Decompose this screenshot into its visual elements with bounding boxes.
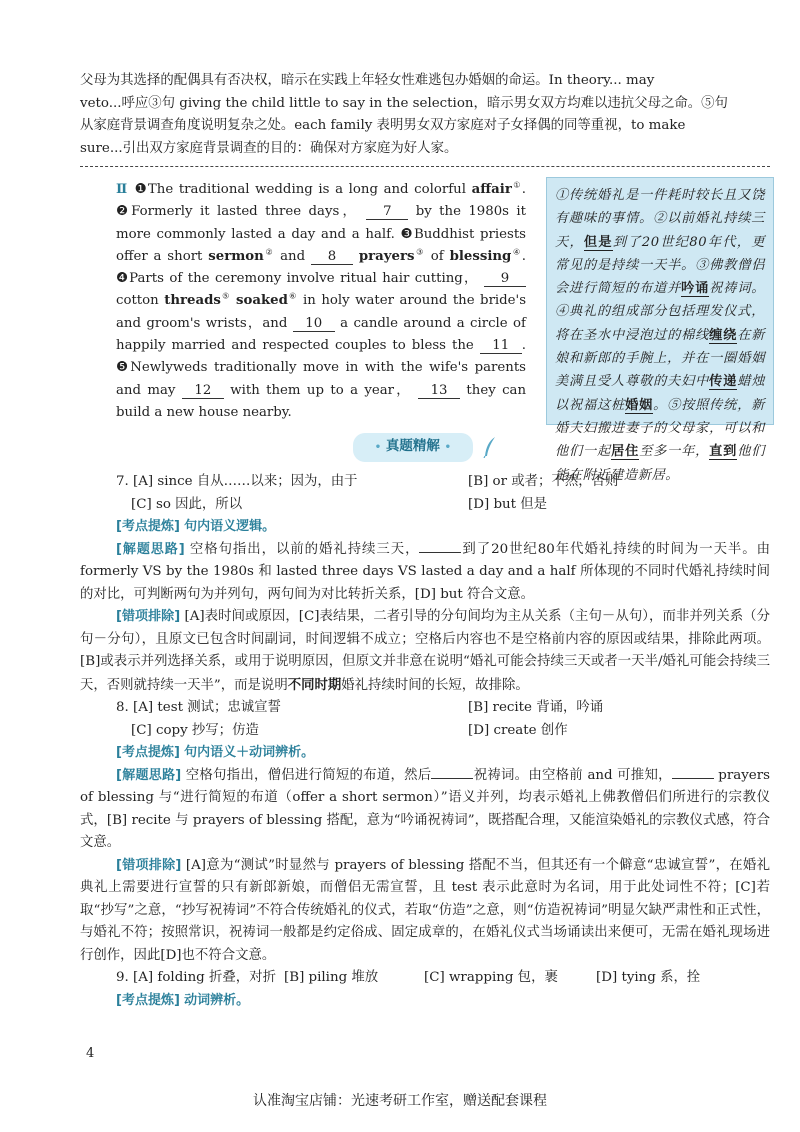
option-row — [80, 697, 770, 720]
translation-text: 在新娘和新郎的手腕上，并在一圈婚姻美满且受人尊敬的夫妇中 — [555, 327, 765, 390]
option-c: [C] wrapping 包，裹 — [424, 970, 558, 985]
passage-text: The traditional wedding is a long and colorful — [147, 182, 466, 197]
translation-text: 到了20世纪80年代，更常见的是持续一天半。③佛教僧侣会进行简短的布道并 — [555, 234, 766, 297]
paragraph-text: 空格句指出，以前的婚礼持续三天， — [189, 541, 420, 557]
passage-text: of — [430, 248, 444, 264]
paragraph-text: [A]意为“测试”时显然与 prayers of blessing 搭配不当，但其还有一个僻意“忠诚宣誓”，在婚礼典礼上需要进行宣誓的只有新郎新娘，而僧侣无需宣誓，且 test 表示此意时为名词，用于此处词性不符；[C]若取“抄写”之意，“抄写祝祷词”不符合传统婚礼的仪式，若取“仿造”之意，则“仿造祝祷词”明显欠缺严肃性和正式性，与婚礼不符；按照常识，祝祷词一般都是约定俗成、固定成章的，在婚礼仪式当场诵读出来便可，无需在婚礼现场进行创作，因此[D]也不符合文意。 — [80, 857, 770, 963]
sentence-marker: ❶ — [134, 182, 148, 197]
footer-watermark: 认准淘宝店铺：光速考研工作室，赠送配套课程 — [253, 1093, 547, 1109]
tag-label: [考点提炼] — [116, 519, 180, 534]
blank-10: 10 — [293, 316, 335, 332]
option-d: [D] tying 系，拴 — [596, 970, 701, 985]
translation-keyword: 吟诵 — [681, 281, 710, 297]
footnote-marker: ⑥ — [287, 292, 298, 302]
page-content — [80, 70, 770, 1012]
translation-text: 至多一年， — [639, 444, 710, 460]
intro-line: 从家庭背景调查角度说明复杂之处。each family 表明男女双方家庭对子女择偶的同等重视，to make — [80, 118, 686, 133]
dot-icon: • — [444, 442, 451, 453]
intro-line: 父母为其选择的配偶具有否决权，暗示在实践上年轻女性难逃包办婚姻的命运。In theory... may — [80, 73, 655, 88]
passage-text: in holy water around the bride's and groom's wrists，and — [116, 293, 527, 331]
section-number: Ⅱ — [116, 182, 129, 197]
keyword: threads — [164, 293, 221, 309]
key-point-text: 句内语义＋动词辨析。 — [184, 745, 315, 760]
passage-text: by the 1980s it more commonly lasted a day and a half. — [116, 204, 526, 242]
passage-text: Parts of the ceremony involve ritual hair cutting， — [129, 271, 479, 287]
paragraph-text: 到了20世纪80年代婚礼持续的时间为一天半。由 formerly VS by the 1980s 和 lasted three days VS lasted a day and a half 所体现的不同时代婚礼持续时间的对比，可判断两句为并列句，两句间为对比转折关系，[D] but 符合文意。 — [80, 541, 771, 602]
tag-label: [解题思路] — [116, 767, 182, 783]
keyword: prayers — [358, 248, 415, 264]
option-c: [C] copy 抄写；仿造 — [131, 722, 259, 738]
key-point — [80, 516, 770, 539]
page-number: 4 — [86, 1046, 95, 1061]
passage-text: . — [521, 248, 527, 264]
passage-text: Formerly it lasted three days， — [131, 204, 359, 220]
footnote-marker: ③ — [414, 247, 425, 257]
passage-text: Newlyweds traditionally move in with the wife's parents and may — [116, 360, 526, 398]
question-9 — [80, 967, 770, 1012]
option-d: [D] create 创作 — [468, 722, 568, 738]
passage-text: . — [521, 338, 526, 354]
blank-12: 12 — [182, 383, 224, 399]
translation-box — [546, 177, 774, 483]
passage-text: with them up to a year， — [230, 382, 412, 398]
tag-label: [考点提炼] — [116, 745, 180, 760]
option-c: [C] so 因此，所以 — [131, 496, 243, 512]
translation-text: 祝祷词。④典礼的组成部分包括理发仪式，将在圣水中浸泡过的棉线 — [555, 281, 766, 343]
paragraph-text: 祝祷词。由空格前 and 可推知， — [473, 767, 672, 783]
footnote-marker: ① — [511, 180, 522, 190]
footnote-marker: ⑤ — [220, 292, 231, 302]
intro-line: sure...引出双方家庭背景调查的目的：确保对方家庭为好人家。 — [80, 140, 458, 156]
option-b: [B] or 或者；不然，否则 — [468, 474, 619, 489]
paragraph-text: prayers of blessing 与“进行简短的布道（offer a short sermon）”语义并列，均表示婚礼上佛教僧侣们所进行的宗教仪式，[B] recite 与 prayers of blessing 搭配，意为“吟诵祝祷词”，既搭配合理，又能渲染婚礼的宗教仪式感，符合文意。 — [80, 767, 770, 850]
question-8 — [80, 697, 770, 967]
option-row — [80, 494, 770, 517]
translation-text: 。⑤按照传统，新婚夫妇搬进妻子的父母家，可以和他们一起 — [555, 397, 765, 460]
passage-text: and — [280, 248, 306, 264]
key-point — [80, 990, 770, 1013]
emphasis-text: 不同时期 — [287, 676, 342, 693]
passage-text: a candle around a circle of happily married and respected couples to bless the — [116, 315, 526, 354]
answer-blank — [672, 778, 714, 779]
passage-text: they can build a new house nearby. — [116, 382, 527, 420]
sentence-marker: ❺ — [116, 360, 131, 376]
solution-paragraph — [80, 765, 770, 855]
paragraph-text: 婚礼持续时间的长短，故排除。 — [341, 677, 529, 693]
option-row — [80, 967, 770, 990]
banner-label: 真题精解 — [385, 438, 440, 454]
translation-text: 蜡烛以祝福这桩 — [555, 374, 765, 413]
dashed-divider — [80, 166, 770, 167]
option-a: 8. [A] test 测试；忠诚宣誓 — [116, 700, 281, 715]
sentence-marker: ❸ — [400, 226, 414, 242]
intro-line: veto...呼应③句 giving the child little to say in the selection，暗示男女双方均难以违抗父母之命。⑤句 — [80, 95, 728, 111]
blank-13: 13 — [418, 383, 460, 399]
key-point-text: 动词辨析。 — [184, 992, 250, 1008]
translation-keyword: 婚姻 — [625, 397, 654, 413]
section-banner — [353, 433, 473, 462]
keyword: sermon — [208, 248, 264, 264]
paragraph-text: [A]表时间或原因，[C]表结果，二者引导的分句间均为主从关系（主句－从句），而非并列关系（分句－分句），且原文已包含时间副词，时间逻辑不成立；空格后内容也不是空格前内容的原因或结果，排除此两项。[B]或表示并列选择关系，或用于说明原因，但原文并非意在说明“婚礼可能会持续三天或者一天半/婚礼可能会持续三天，否则就持续一天半”，而是说明 — [80, 609, 770, 693]
elimination-paragraph — [80, 855, 770, 968]
tag-label: [解题思路] — [116, 541, 185, 557]
solution-paragraph — [80, 539, 770, 607]
keyword: affair — [471, 182, 512, 197]
tag-label: [错项排除] — [116, 609, 181, 624]
option-b: [B] recite 背诵，吟诵 — [468, 700, 604, 715]
passage-text: Buddhist priests offer a short — [116, 226, 526, 264]
option-a: 7. [A] since 自从……以来；因为，由于 — [116, 474, 358, 489]
english-passage: Ⅱ ❶The traditional wedding is a long and colorful affair①. ❷Formerly it lasted three days， 7 by the 1980s it more commonly lasted a day and a half. ❸Buddhist priests offer a short sermon② and 8 prayers③ of blessing④. ❹Parts of the ceremony involve ritual hair cutting， 9 cotton threads⑤ soaked⑥ in holy water around the bride's and groom's wrists，and 10 a candle around a circle of happily married and respected couples to bless the 11 . ❺Newlyweds traditionally move in with the wife's parents and may 12 with them up to a year， 13 they can build a new house nearby. — [116, 180, 527, 420]
footnote-marker: ④ — [511, 247, 522, 257]
key-point-text: 句内语义逻辑。 — [184, 519, 276, 534]
translation-keyword: 缠绕 — [709, 327, 738, 343]
answer-blank — [431, 778, 473, 779]
answer-blank — [419, 552, 461, 553]
option-d: [D] but 但是 — [468, 496, 548, 512]
key-point — [80, 742, 770, 765]
option-row — [80, 720, 770, 743]
keyword: blessing — [449, 248, 512, 264]
blank-8: 8 — [311, 249, 353, 265]
translation-text: 他们能在附近建造新居。 — [555, 444, 766, 483]
tag-label: [错项排除] — [116, 857, 182, 873]
blank-7: 7 — [366, 204, 408, 220]
footnote-marker: ② — [263, 247, 275, 257]
sentence-marker: ❹ — [116, 271, 130, 287]
dot-icon: • — [374, 442, 382, 453]
tag-label: [考点提炼] — [116, 992, 180, 1008]
elimination-paragraph — [80, 606, 770, 697]
translation-keyword: 居住 — [611, 444, 640, 460]
translation-keyword: 但是 — [583, 234, 613, 250]
intro-paragraph — [80, 70, 770, 160]
question-7 — [80, 471, 770, 697]
keyword: soaked — [235, 293, 288, 309]
blank-9: 9 — [484, 271, 526, 287]
sentence-marker: ❷ — [116, 204, 132, 220]
translation-text: ①传统婚礼是一件耗时较长且又饶有趣味的事情。②以前婚礼持续三天， — [555, 188, 765, 250]
passage-text: cotton — [116, 293, 159, 309]
blank-11: 11 — [480, 338, 522, 354]
translation-keyword: 直到 — [709, 444, 738, 460]
paragraph-text: 空格句指出，僧侣进行简短的布道，然后 — [185, 767, 432, 783]
option-b: [B] piling 堆放 — [284, 970, 379, 985]
option-a: 9. [A] folding 折叠，对折 — [116, 970, 276, 985]
translation-keyword: 传递 — [709, 374, 738, 390]
quill-icon — [483, 436, 497, 458]
